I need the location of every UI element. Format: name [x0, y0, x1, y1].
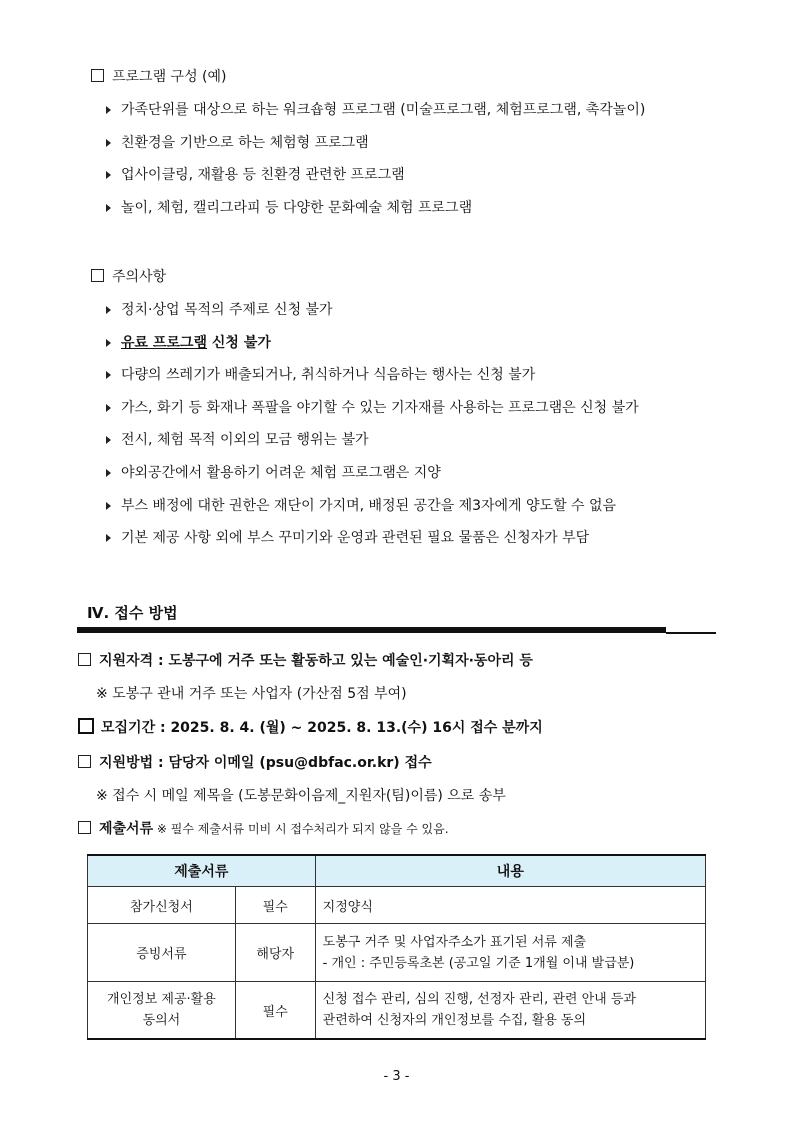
table-header-content: 내용 — [315, 855, 705, 887]
section-divider-thick — [77, 627, 666, 633]
list-item: 야외공간에서 활용하기 어려운 체험 프로그램은 지양 — [104, 464, 639, 497]
list-item: 기본 제공 사항 외에 부스 꾸미기와 운영과 관련된 필요 물품은 신청자가 부담 — [104, 529, 639, 562]
table-header-row — [88, 855, 706, 887]
list-item: 정치·상업 목적의 주제로 신청 불가 — [104, 301, 639, 334]
table-cell-content: 지정양식 — [315, 887, 705, 924]
table-cell-required: 해당자 — [235, 924, 315, 982]
checkbox-square-icon — [91, 269, 104, 282]
list-item: 친환경을 기반으로 하는 체험형 프로그램 — [104, 134, 645, 167]
triangle-bullet-icon — [106, 404, 111, 412]
eligibility-item: 지원자격 : 도봉구에 거주 또는 활동하고 있는 예술인·기획자·동아리 등 — [78, 652, 533, 670]
table-cell-name: 개인정보 제공·활용 동의서 — [88, 982, 236, 1040]
list-item: 가스, 화기 등 화재나 폭팔을 야기할 수 있는 기자재를 사용하는 프로그램은 신청 불가 — [104, 399, 639, 432]
table-cell-name: 증빙서류 — [88, 924, 236, 982]
triangle-bullet-icon — [106, 436, 111, 444]
eligibility-note: ※ 도봉구 관내 거주 또는 사업자 (가산점 5점 부여) — [96, 686, 407, 702]
triangle-bullet-icon — [106, 106, 111, 114]
triangle-bullet-icon — [106, 469, 111, 477]
triangle-bullet-icon — [106, 306, 111, 314]
triangle-bullet-icon — [106, 371, 111, 379]
triangle-bullet-icon — [106, 534, 111, 542]
method-note: ※ 접수 시 메일 제목을 (도봉문화이음제_지원자(팀)이름) 으로 송부 — [96, 788, 506, 804]
list-item: 업사이클링, 재활용 등 친환경 관련한 프로그램 — [104, 166, 645, 199]
list-item: 가족단위를 대상으로 하는 워크숍형 프로그램 (미술프로그램, 체험프로그램, 촉각놀이) — [104, 101, 645, 134]
table-row — [88, 887, 706, 924]
period-item: 모집기간 : 2025. 8. 4. (월) ~ 2025. 8. 13.(수) 16시 접수 분까지 — [78, 718, 543, 737]
checkbox-square-icon — [78, 718, 94, 734]
caution-heading: 주의사항 — [91, 268, 166, 286]
program-list — [104, 101, 645, 231]
table-row — [88, 982, 706, 1040]
table-cell-content: 도봉구 거주 및 사업자주소가 표기된 서류 제출 - 개인 : 주민등록초본 (공고일 기준 1개월 이내 발급분) — [315, 924, 705, 982]
triangle-bullet-icon — [106, 502, 111, 510]
documents-table — [87, 854, 706, 1040]
triangle-bullet-icon — [106, 139, 111, 147]
list-item-emphasis: 유료 프로그램 신청 불가 — [104, 334, 639, 367]
list-item: 놀이, 체험, 캘리그라피 등 다양한 문화예술 체험 프로그램 — [104, 199, 645, 232]
docs-item: 제출서류 ※ 필수 제출서류 미비 시 접수처리가 되지 않을 수 있음. — [78, 820, 449, 838]
triangle-bullet-icon — [106, 204, 111, 212]
table-cell-required: 필수 — [235, 887, 315, 924]
table-cell-name: 참가신청서 — [88, 887, 236, 924]
checkbox-square-icon — [91, 69, 104, 82]
list-item: 다량의 쓰레기가 배출되거나, 취식하거나 식음하는 행사는 신청 불가 — [104, 366, 639, 399]
triangle-bullet-icon — [106, 171, 111, 179]
checkbox-square-icon — [78, 821, 91, 834]
page-number: - 3 - — [383, 1069, 410, 1084]
table-row — [88, 924, 706, 982]
table-cell-required: 필수 — [235, 982, 315, 1040]
triangle-bullet-icon — [106, 339, 111, 347]
checkbox-square-icon — [78, 653, 91, 666]
list-item: 부스 배정에 대한 권한은 재단이 가지며, 배정된 공간을 제3자에게 양도할 수 없음 — [104, 497, 639, 530]
section-divider-thin — [666, 632, 716, 634]
section-title: Ⅳ. 접수 방법 — [87, 604, 178, 622]
table-cell-content: 신청 접수 관리, 심의 진행, 선정자 관리, 관련 안내 등과 관련하여 신청자의 개인정보를 수집, 활용 동의 — [315, 982, 705, 1040]
method-item: 지원방법 : 담당자 이메일 (psu@dbfac.or.kr) 접수 — [78, 754, 432, 772]
list-item: 전시, 체험 목적 이외의 모금 행위는 불가 — [104, 431, 639, 464]
caution-list — [104, 301, 639, 562]
table-header-docs: 제출서류 — [88, 855, 316, 887]
checkbox-square-icon — [78, 755, 91, 768]
program-heading: 프로그램 구성 (예) — [91, 68, 227, 86]
